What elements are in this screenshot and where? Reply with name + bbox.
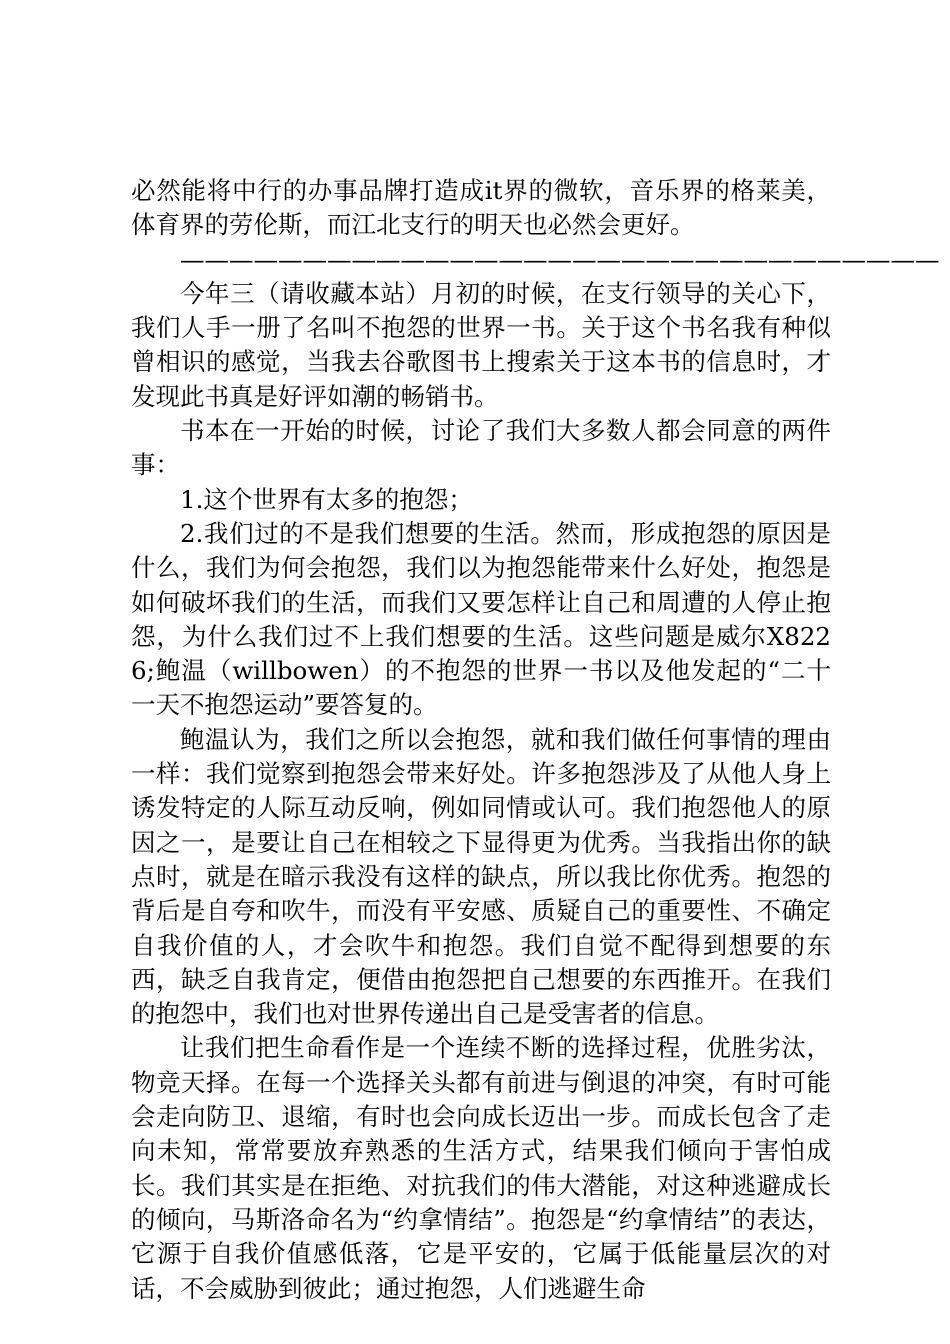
paragraph-two-things: 书本在一开始的时候，讨论了我们大多数人都会同意的两件事： (131, 416, 831, 480)
list-item-2: 2.我们过的不是我们想要的生活。然而，形成抱怨的原因是什么，我们为何会抱怨，我们以为抱怨能带来什么好处，抱怨是如何破坏我们的生活，而我们又要怎样让自己和周遭的人停止抱怨，为什么我们过不上我们想要的生活。这些问题是威尔X8226;鲍温（willbowen）的不抱怨的世界一书以及他发起的“二十一天不抱怨运动”要答复的。 (131, 518, 831, 720)
paragraph-intro: 今年三（请收藏本站）月初的时候，在支行领导的关心下，我们人手一册了名叫不抱怨的世界一书。关于这个书名我有种似曾相识的感觉，当我去谷歌图书上搜索关于这本书的信息时，才发现此书真是好评如潮的畅销书。 (131, 278, 831, 411)
section-divider: ——————————————————————————————— (180, 244, 940, 274)
paragraph-growth: 让我们把生命看作是一个连续不断的选择过程，优胜劣汰，物竞天择。在每一个选择关头都有前进与倒退的冲突，有时可能会走向防卫、退缩，有时也会向成长迈出一步。而成长包含了走向未知，常常要放弃熟悉的生活方式，结果我们倾向于害怕成长。我们其实是在拒绝、对抗我们的伟大潜能，对这种逃避成长的倾向，马斯洛命名为“约拿情结”。抱怨是“约拿情结”的表达，它源于自我价值感低落，它是平安的，它属于低能量层次的对话，不会威胁到彼此；通过抱怨，人们逃避生命 (131, 1033, 831, 1303)
document-page (131, 174, 940, 1306)
list-item-1: 1.这个世界有太多的抱怨； (180, 484, 473, 514)
opening-paragraph: 必然能将中行的办事品牌打造成it界的微软，音乐界的格莱美，体育界的劳伦斯，而江北支行的明天也必然会更好。 (131, 176, 831, 240)
paragraph-bowen: 鲍温认为，我们之所以会抱怨，就和我们做任何事情的理由一样：我们觉察到抱怨会带来好处。许多抱怨涉及了从他人身上诱发特定的人际互动反响，例如同情或认可。我们抱怨他人的原因之一，是要让自己在相较之下显得更为优秀。当我指出你的缺点时，就是在暗示我没有这样的缺点，所以我比你优秀。抱怨的背后是自夸和吹牛，而没有平安感、质疑自己的重要性、不确定自我价值的人，才会吹牛和抱怨。我们自觉不配得到想要的东西，缺乏自我肯定，便借由抱怨把自己想要的东西推开。在我们的抱怨中，我们也对世界传递出自己是受害者的信息。 (131, 724, 831, 1029)
